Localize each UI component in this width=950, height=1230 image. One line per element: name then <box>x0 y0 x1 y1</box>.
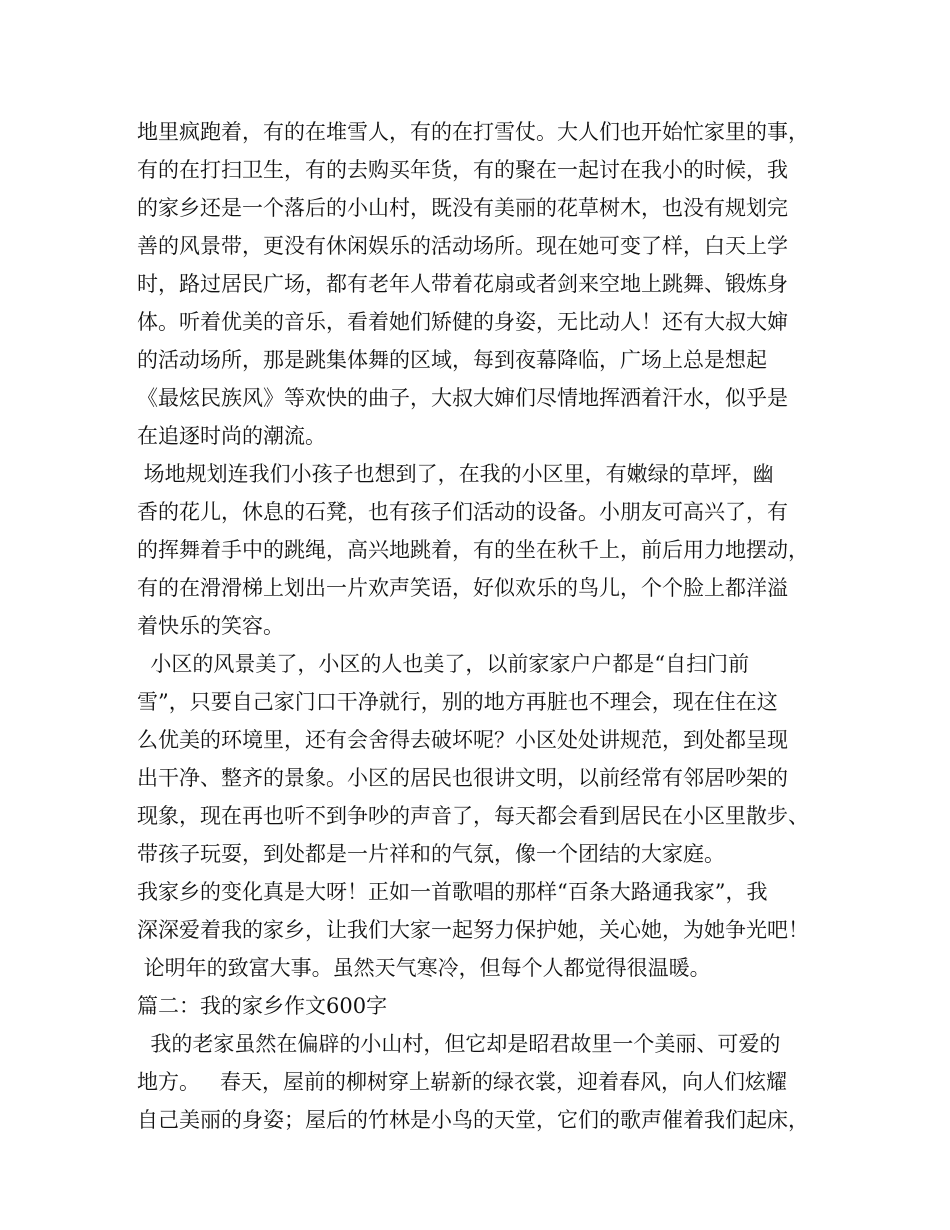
section-heading: 篇二：我的家乡作文600字 <box>137 994 388 1018</box>
text-line: 现象，现在再也听不到争吵的声音了，每天都会看到居民在小区里散步、 <box>137 804 809 828</box>
text-line: 香的花儿，休息的石凳，也有孩子们活动的设备。小朋友可高兴了，有 <box>137 500 788 524</box>
text-line: 《最炫民族风》等欢快的曲子，大叔大婶们尽情地挥洒着汗水，似乎是 <box>137 386 788 410</box>
text-line: 着快乐的笑容。 <box>137 614 284 638</box>
text-line: 深深爱着我的家乡，让我们大家一起努力保护她，关心她，为她争光吧！ <box>137 918 809 942</box>
essay-body <box>137 113 837 1139</box>
text-line: 善的风景带，更没有休闲娱乐的活动场所。现在她可变了样，白天上学 <box>137 234 788 258</box>
text-line: 我的老家虽然在偏辟的小山村，但它却是昭君故里一个美丽、可爱的 <box>137 1032 781 1056</box>
text-line: 么优美的环境里，还有会舍得去破坏呢？小区处处讲规范，到处都呈现 <box>137 728 788 752</box>
text-line: 时，路过居民广场，都有老年人带着花扇或者剑来空地上跳舞、锻炼身 <box>137 272 788 296</box>
text-line: 我家乡的变化真是大呀！正如一首歌唱的那样“百条大路通我家”，我 <box>137 880 768 904</box>
text-line: 的活动场所，那是跳集体舞的区域，每到夜幕降临，广场上总是想起 <box>137 348 767 372</box>
text-line: 小区的风景美了，小区的人也美了，以前家家户户都是“自扫门前 <box>137 652 750 676</box>
text-line: 在追逐时尚的潮流。 <box>137 424 326 448</box>
text-line: 自己美丽的身姿；屋后的竹林是小鸟的天堂，它们的歌声催着我们起床， <box>137 1108 809 1132</box>
text-line: 场地规划连我们小孩子也想到了，在我的小区里，有嫩绿的草坪，幽 <box>137 462 774 486</box>
text-line: 有的在打扫卫生，有的去购买年货，有的聚在一起讨在我小的时候，我 <box>137 158 788 182</box>
text-line: 带孩子玩耍，到处都是一片祥和的气氛，像一个团结的大家庭。 <box>137 842 725 866</box>
text-line: 的挥舞着手中的跳绳，高兴地跳着，有的坐在秋千上，前后用力地摆动， <box>137 538 809 562</box>
text-line: 的家乡还是一个落后的小山村，既没有美丽的花草树木，也没有规划完 <box>137 196 788 220</box>
text-line: 有的在滑滑梯上划出一片欢声笑语，好似欢乐的鸟儿，个个脸上都洋溢 <box>137 576 788 600</box>
text-line: 地里疯跑着，有的在堆雪人，有的在打雪仗。大人们也开始忙家里的事， <box>137 120 809 144</box>
text-line: 体。听着优美的音乐，看着她们矫健的身姿，无比动人！还有大叔大婶 <box>137 310 788 334</box>
text-line: 出干净、整齐的景象。小区的居民也很讲文明，以前经常有邻居吵架的 <box>137 766 788 790</box>
text-line: 地方。 春天，屋前的柳树穿上崭新的绿衣裳，迎着春风，向人们炫耀 <box>137 1070 788 1094</box>
text-line: 论明年的致富大事。虽然天气寒冷，但每个人都觉得很温暖。 <box>137 956 711 980</box>
text-line: 雪”，只要自己家门口干净就行，别的地方再脏也不理会，现在住在这 <box>137 690 778 714</box>
